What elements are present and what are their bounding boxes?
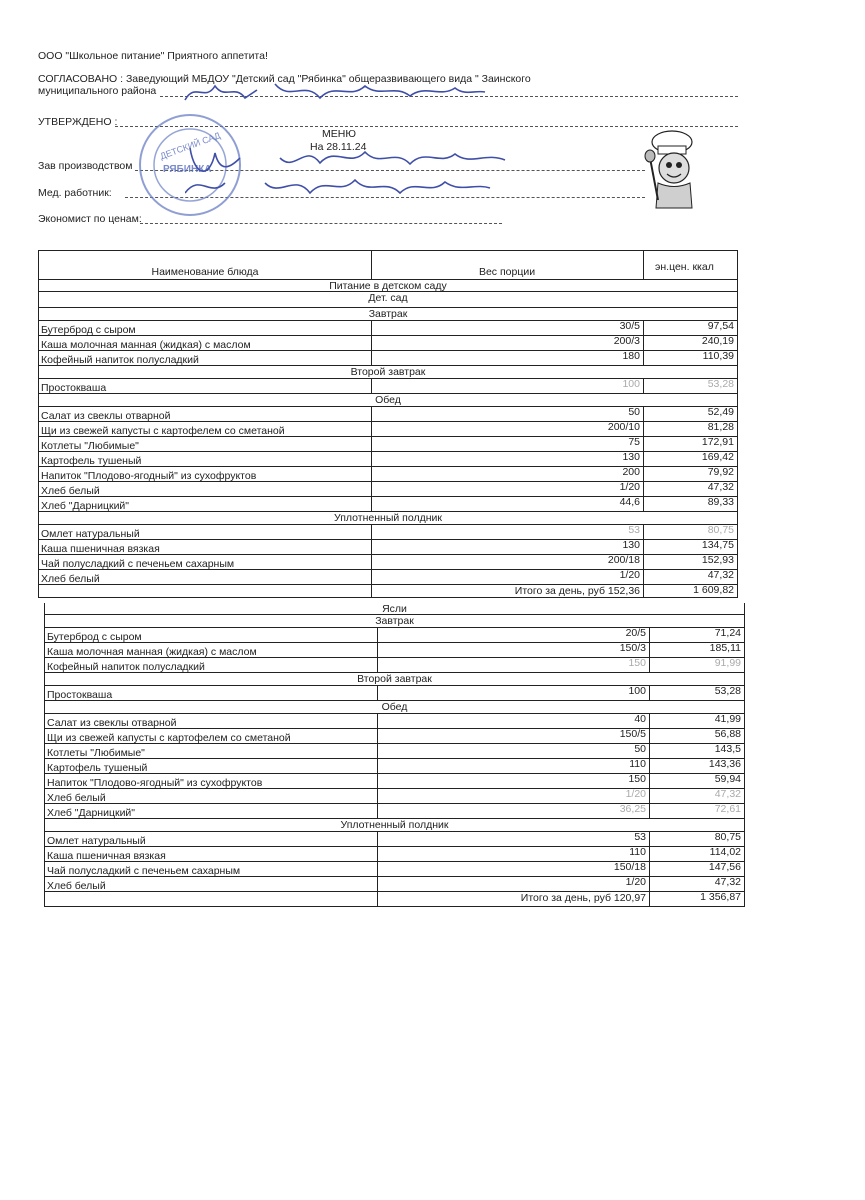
dish-name: Чай полусладкий с печеньем сахарным	[47, 865, 241, 877]
dish-kcal: 152,93	[701, 554, 734, 566]
table-row	[45, 789, 744, 804]
dish-kcal: 172,91	[701, 436, 734, 448]
energy-cell	[643, 570, 737, 584]
menu-date: На 28.11.24	[310, 141, 367, 153]
dish-weight: 100	[628, 685, 646, 697]
meal-title: Уплотненный полдник	[334, 512, 442, 524]
weight-cell	[377, 714, 650, 728]
weight-cell	[377, 628, 650, 642]
energy-cell	[649, 789, 744, 803]
weight-cell	[377, 774, 650, 788]
table-row	[39, 540, 737, 555]
name-cell	[39, 555, 372, 569]
name-cell	[45, 729, 378, 743]
table-row	[39, 321, 737, 336]
weight-cell	[371, 437, 644, 451]
dish-weight: 40	[634, 713, 646, 725]
dish-kcal: 71,24	[714, 627, 741, 639]
dish-weight: 200	[622, 466, 640, 478]
table-row	[39, 379, 737, 394]
dish-kcal: 134,75	[701, 539, 734, 551]
weight-cell	[371, 336, 644, 350]
group-title: Дет. сад	[368, 292, 408, 304]
energy-cell	[649, 658, 744, 672]
meal-title: Обед	[381, 701, 408, 713]
name-cell	[39, 467, 372, 481]
weight-cell	[377, 847, 650, 861]
table-row	[45, 744, 744, 759]
dish-name: Хлеб "Дарницкий"	[47, 807, 136, 819]
weight-cell	[377, 832, 650, 846]
name-cell	[39, 452, 372, 466]
dish-kcal: 147,56	[708, 861, 741, 873]
name-cell	[39, 497, 372, 511]
weight-cell	[377, 862, 650, 876]
dish-kcal: 56,88	[714, 728, 741, 740]
energy-cell	[649, 686, 744, 700]
table-row	[45, 774, 744, 789]
table-row	[39, 351, 737, 366]
dish-name: Картофель тушеный	[47, 762, 148, 774]
table-row	[45, 643, 744, 658]
column-header-name: Наименование блюда	[151, 266, 259, 278]
table-row	[39, 497, 737, 512]
weight-cell	[371, 379, 644, 393]
dish-name: Кофейный напиток полусладкий	[47, 661, 205, 673]
name-cell	[45, 862, 378, 876]
weight-cell	[377, 643, 650, 657]
dish-weight: 150/3	[619, 642, 646, 654]
weight-cell	[377, 877, 650, 891]
dish-weight: 110	[629, 758, 646, 770]
economist-dotted-line	[140, 223, 502, 224]
table-row	[45, 729, 744, 744]
table-row	[39, 555, 737, 570]
dish-name: Каша пшеничная вязкая	[41, 543, 160, 555]
column-header-energy: эн.цен. ккал	[655, 261, 714, 273]
weight-cell	[371, 525, 644, 539]
dish-kcal: 240,19	[701, 335, 734, 347]
total-kcal: 1 356,87	[700, 891, 741, 903]
dish-weight: 150/5	[619, 728, 646, 740]
energy-cell	[643, 452, 737, 466]
table-row	[45, 686, 744, 701]
energy-cell	[643, 437, 737, 451]
name-cell	[45, 628, 378, 642]
weight-cell	[371, 321, 644, 335]
name-cell	[39, 422, 372, 436]
energy-cell	[643, 555, 737, 569]
dish-kcal: 169,42	[701, 451, 734, 463]
dish-name: Каша пшеничная вязкая	[47, 850, 166, 862]
menu-table-kindergarten	[38, 250, 738, 598]
weight-cell	[377, 686, 650, 700]
dish-name: Омлет натуральный	[41, 528, 140, 540]
weight-cell	[371, 482, 644, 496]
name-cell	[39, 251, 372, 279]
name-cell	[39, 321, 372, 335]
menu-table-nursery	[44, 603, 745, 907]
dish-weight: 30/5	[619, 320, 640, 332]
energy-cell	[643, 525, 737, 539]
total-label: Итого за день, руб 120,97	[520, 892, 646, 904]
table-row	[39, 452, 737, 467]
med-worker-label: Мед. работник:	[38, 187, 112, 199]
meal-title: Обед	[375, 394, 401, 406]
dish-kcal: 47,32	[707, 481, 734, 493]
name-cell	[39, 379, 372, 393]
weight-cell	[371, 407, 644, 421]
dish-weight: 200/10	[607, 421, 640, 433]
meal-title: Второй завтрак	[357, 673, 432, 685]
total-label: Итого за день, руб 152,36	[514, 585, 640, 597]
dish-name: Картофель тушеный	[41, 455, 142, 467]
name-cell	[39, 482, 372, 496]
dish-name: Котлеты "Любимые"	[41, 440, 139, 452]
energy-cell	[649, 759, 744, 773]
table-row	[39, 437, 737, 452]
dish-kcal: 79,92	[707, 466, 734, 478]
dish-weight: 50	[628, 406, 640, 418]
total-name-cell	[39, 585, 372, 597]
dish-weight: 75	[628, 436, 640, 448]
name-cell	[45, 714, 378, 728]
table-row	[45, 832, 744, 847]
dish-weight: 100	[622, 378, 640, 390]
total-row	[45, 892, 744, 907]
total-label-cell	[371, 585, 644, 597]
dish-kcal: 80,75	[707, 524, 734, 536]
dish-name: Чай полусладкий с печеньем сахарным	[41, 558, 235, 570]
energy-cell	[643, 540, 737, 554]
energy-cell	[649, 643, 744, 657]
energy-cell	[649, 847, 744, 861]
column-header-row	[39, 251, 737, 280]
approved-line-2: муниципального района	[38, 85, 157, 97]
dish-weight: 130	[622, 451, 640, 463]
dish-weight: 53	[634, 831, 646, 843]
dish-kcal: 53,28	[707, 378, 734, 390]
dish-name: Каша молочная манная (жидкая) с маслом	[41, 339, 251, 351]
name-cell	[45, 744, 378, 758]
dish-kcal: 114,02	[709, 846, 741, 858]
table-row	[45, 877, 744, 892]
weight-cell	[371, 351, 644, 365]
dish-weight: 44,6	[619, 496, 640, 508]
dish-name: Хлеб белый	[47, 792, 106, 804]
weight-cell	[377, 759, 650, 773]
group-row	[45, 603, 744, 615]
weight-cell	[371, 251, 644, 279]
table-row	[39, 422, 737, 437]
name-cell	[39, 351, 372, 365]
energy-cell	[649, 729, 744, 743]
meal-title: Завтрак	[368, 308, 408, 320]
energy-cell	[649, 628, 744, 642]
dish-kcal: 47,32	[714, 876, 741, 888]
section-title: Питание в детском саду	[329, 280, 447, 292]
weight-cell	[371, 540, 644, 554]
dish-name: Каша молочная манная (жидкая) с маслом	[47, 646, 257, 658]
dish-name: Хлеб белый	[41, 573, 100, 585]
dish-kcal: 52,49	[707, 406, 734, 418]
meal-title: Завтрак	[375, 615, 414, 627]
name-cell	[45, 658, 378, 672]
chef-illustration	[640, 128, 705, 213]
dish-name: Хлеб белый	[41, 485, 100, 497]
signature-production	[185, 138, 525, 208]
table-row	[45, 862, 744, 877]
stamp-text-mid: РЯБИНКА	[163, 164, 212, 175]
energy-cell	[643, 407, 737, 421]
production-head-label: Зав производством	[38, 160, 133, 172]
energy-cell	[649, 832, 744, 846]
dish-kcal: 185,11	[709, 642, 741, 654]
dish-kcal: 47,32	[714, 788, 741, 800]
signature-head	[175, 72, 495, 112]
weight-cell	[377, 729, 650, 743]
energy-cell	[649, 714, 744, 728]
weight-cell	[377, 744, 650, 758]
name-cell	[45, 686, 378, 700]
dish-kcal: 80,75	[714, 831, 741, 843]
section-row	[39, 280, 737, 292]
dish-name: Простокваша	[47, 689, 113, 701]
dish-name: Салат из свеклы отварной	[47, 717, 177, 729]
name-cell	[39, 437, 372, 451]
energy-cell	[643, 379, 737, 393]
table-row	[45, 804, 744, 819]
dish-weight: 150	[628, 657, 646, 669]
dish-name: Кофейный напиток полусладкий	[41, 354, 199, 366]
weight-cell	[371, 570, 644, 584]
dish-weight: 130	[622, 539, 640, 551]
weight-cell	[377, 804, 650, 818]
total-row	[39, 585, 737, 598]
table-row	[45, 847, 744, 862]
total-kcal-cell	[643, 585, 737, 597]
energy-cell	[643, 351, 737, 365]
table-row	[39, 336, 737, 351]
dish-name: Хлеб белый	[47, 880, 106, 892]
energy-cell	[643, 422, 737, 436]
name-cell	[45, 877, 378, 891]
dish-name: Хлеб "Дарницкий"	[41, 500, 130, 512]
name-cell	[45, 847, 378, 861]
economist-label: Экономист по ценам:	[38, 213, 142, 225]
table-row	[39, 467, 737, 482]
dish-weight: 50	[634, 743, 646, 755]
weight-cell	[371, 555, 644, 569]
dish-weight: 150/18	[613, 861, 646, 873]
menu-title: МЕНЮ	[322, 128, 356, 140]
weight-cell	[377, 789, 650, 803]
dish-name: Салат из свеклы отварной	[41, 410, 171, 422]
dish-weight: 180	[622, 350, 640, 362]
dish-weight: 110	[629, 846, 646, 858]
table-row	[39, 407, 737, 422]
dish-kcal: 59,94	[714, 773, 741, 785]
energy-cell	[643, 321, 737, 335]
dish-name: Щи из свежей капусты с картофелем со сметаной	[47, 732, 291, 744]
dish-name: Котлеты "Любимые"	[47, 747, 145, 759]
total-kcal: 1 609,82	[693, 584, 734, 596]
name-cell	[45, 804, 378, 818]
name-cell	[45, 832, 378, 846]
dish-kcal: 53,28	[714, 685, 741, 697]
name-cell	[39, 407, 372, 421]
weight-cell	[371, 452, 644, 466]
dish-kcal: 97,54	[707, 320, 734, 332]
dish-kcal: 47,32	[707, 569, 734, 581]
dish-name: Бутерброд с сыром	[41, 324, 136, 336]
energy-cell	[643, 497, 737, 511]
energy-cell	[649, 744, 744, 758]
total-name-cell	[45, 892, 378, 906]
dish-kcal: 72,61	[714, 803, 741, 815]
dish-weight: 1/20	[619, 569, 640, 581]
table-row	[39, 482, 737, 497]
group-title: Ясли	[382, 603, 407, 615]
energy-cell	[643, 482, 737, 496]
dish-kcal: 41,99	[714, 713, 741, 725]
table-row	[39, 570, 737, 585]
dish-name: Напиток "Плодово-ягодный" из сухофруктов	[41, 470, 257, 482]
dish-kcal: 89,33	[707, 496, 734, 508]
dish-weight: 150	[628, 773, 646, 785]
group-row	[39, 292, 737, 308]
column-header-weight: Вес порции	[478, 266, 536, 278]
weight-cell	[371, 467, 644, 481]
dish-weight: 1/20	[619, 481, 640, 493]
stamp-text-top: ДЕТСКИЙ САД	[158, 130, 222, 162]
dish-name: Напиток "Плодово-ягодный" из сухофруктов	[47, 777, 263, 789]
company-line: ООО "Школьное питание" Приятного аппетита!	[38, 50, 268, 62]
table-row	[45, 628, 744, 643]
dish-kcal: 81,28	[707, 421, 734, 433]
dish-kcal: 143,36	[708, 758, 741, 770]
name-cell	[45, 774, 378, 788]
meal-title: Уплотненный полдник	[340, 819, 449, 831]
dish-name: Бутерброд с сыром	[47, 631, 142, 643]
energy-cell	[649, 774, 744, 788]
energy-cell	[643, 467, 737, 481]
name-cell	[39, 336, 372, 350]
confirmed-label: УТВЕРЖДЕНО :	[38, 116, 118, 128]
table-row	[45, 759, 744, 774]
table-row	[39, 525, 737, 540]
dish-weight: 1/20	[625, 788, 646, 800]
dish-weight: 200/3	[613, 335, 640, 347]
dish-weight: 200/18	[607, 554, 640, 566]
energy-cell	[649, 862, 744, 876]
dish-weight: 53	[628, 524, 640, 536]
energy-cell	[649, 804, 744, 818]
table-row	[45, 714, 744, 729]
total-kcal-cell	[649, 892, 744, 906]
name-cell	[39, 570, 372, 584]
name-cell	[39, 540, 372, 554]
name-cell	[39, 525, 372, 539]
name-cell	[45, 643, 378, 657]
dish-kcal: 110,39	[702, 350, 734, 362]
dish-kcal: 91,99	[714, 657, 741, 669]
dish-name: Щи из свежей капусты с картофелем со сметаной	[41, 425, 285, 437]
weight-cell	[371, 497, 644, 511]
energy-cell	[643, 251, 737, 279]
dish-name: Простокваша	[41, 382, 107, 394]
dish-weight: 36,25	[619, 803, 646, 815]
energy-cell	[649, 877, 744, 891]
dish-kcal: 143,5	[714, 743, 741, 755]
table-row	[45, 658, 744, 673]
dish-name: Омлет натуральный	[47, 835, 146, 847]
total-label-cell	[377, 892, 650, 906]
meal-title: Второй завтрак	[350, 366, 426, 378]
dish-weight: 20/5	[625, 627, 646, 639]
weight-cell	[377, 658, 650, 672]
dish-weight: 1/20	[625, 876, 646, 888]
name-cell	[45, 789, 378, 803]
weight-cell	[371, 422, 644, 436]
approved-line: СОГЛАСОВАНО : Заведующий МБДОУ "Детский сад "Рябинка" общеразвивающего вида " Заинского	[38, 73, 531, 85]
energy-cell	[643, 336, 737, 350]
name-cell	[45, 759, 378, 773]
